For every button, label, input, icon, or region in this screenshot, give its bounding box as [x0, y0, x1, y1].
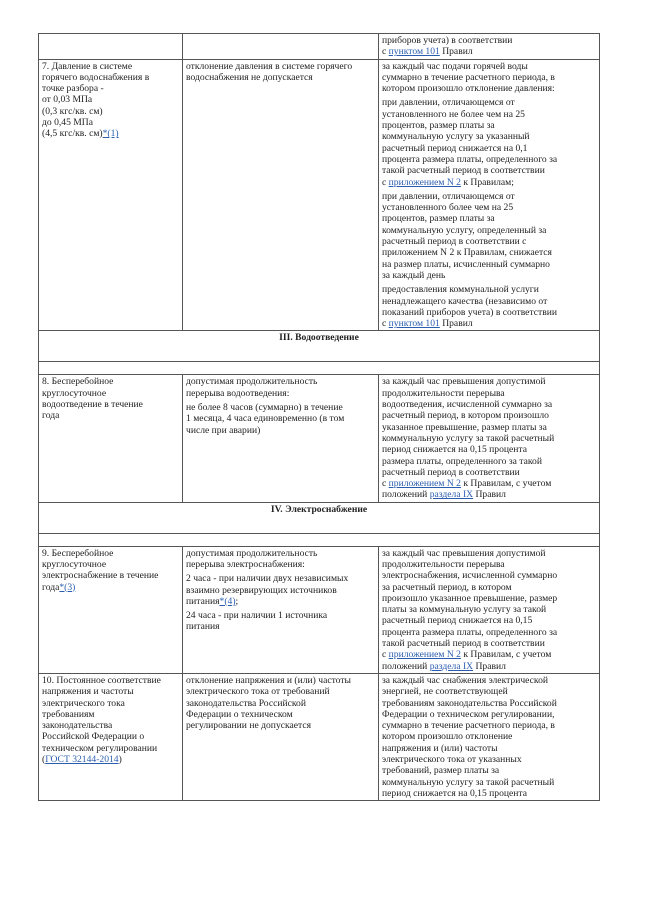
footnote-link[interactable]: *(4): [219, 595, 236, 607]
text-line: [382, 177, 596, 188]
text-line: за каждый день: [382, 269, 446, 281]
text-line: электрического тока от требований: [186, 686, 330, 698]
text-line: Федерации о техническом: [186, 708, 293, 720]
text-fragment: года: [42, 581, 60, 593]
text-line: допустимая продолжительность: [186, 547, 318, 559]
text-fragment: к Правилам, с учетом: [460, 649, 552, 661]
text-fragment: к Правилам, с учетом: [460, 478, 552, 490]
text-line: электроснабжение в течение: [42, 570, 159, 582]
text-fragment: Правил: [439, 318, 473, 330]
text-line: точке разбора -: [42, 83, 104, 95]
paragraph: [382, 97, 596, 187]
table-cell: [39, 673, 183, 800]
table-cell: [379, 34, 600, 60]
paragraph: [186, 548, 375, 571]
text-line: года: [42, 410, 60, 422]
text-line: такой расчетный период в соответствии: [382, 165, 545, 177]
text-fragment: ): [118, 754, 122, 766]
text-line: 9. Бесперебойное: [42, 547, 114, 559]
text-line: круглосуточное: [42, 387, 107, 399]
text-line: напряжения и (или) частоты: [382, 742, 498, 754]
text-line: суммарно в течение расчетного периода, в: [382, 720, 555, 732]
paragraph: [186, 402, 375, 436]
spacer-row: [39, 362, 600, 375]
text-line: расчетный период снижается на 0,1: [382, 142, 528, 154]
text-line: расчетный период, в котором произошло: [382, 410, 549, 422]
text-fragment: с: [382, 318, 389, 330]
text-line: процентов, размер платы за: [382, 120, 495, 132]
text-line: Российской Федерации о: [42, 731, 145, 743]
text-line: не более 8 часов (суммарно) в течение: [186, 402, 343, 414]
text-fragment: с: [382, 478, 389, 490]
text-line: электроснабжения, исчисленной суммарно: [382, 570, 558, 582]
text-line: перерыва водоотведения:: [186, 387, 290, 399]
table-cell: [39, 375, 183, 502]
text-line: произошло указанное превышение, размер: [382, 592, 558, 604]
text-line: водоотведение в течение: [42, 399, 143, 411]
text-line: законодательства: [42, 720, 113, 732]
text-line: продолжительности перерыва: [382, 387, 505, 399]
text-line: требованиям законодательства Российской: [382, 697, 557, 709]
rule-point-link[interactable]: пунктом 101: [388, 318, 440, 330]
table-cell: [379, 375, 600, 502]
text-line: числе при аварии): [186, 424, 261, 436]
text-line: [382, 661, 596, 672]
table-row: [39, 375, 600, 502]
text-line: регулировании не допускается: [186, 720, 312, 732]
text-line: за каждый час превышения допустимой: [382, 376, 546, 388]
text-line: 24 часа - при наличии 1 источника: [186, 610, 328, 622]
table-row: [39, 673, 600, 800]
text-line: [382, 649, 596, 660]
text-fragment: с: [382, 649, 389, 661]
paragraph: [186, 376, 375, 399]
text-line: суммарно в течение расчетного периода, в: [382, 71, 555, 83]
text-fragment: положений: [382, 660, 430, 672]
appendix-link[interactable]: приложением N 2: [388, 478, 461, 490]
text-line: [186, 596, 375, 607]
text-fragment: (4,5 кгс/кв. см): [42, 128, 103, 140]
text-line: продолжительности перерыва: [382, 558, 505, 570]
text-line: [382, 318, 596, 329]
text-line: 10. Постоянное соответствие: [42, 674, 161, 686]
appendix-link[interactable]: приложением N 2: [388, 649, 461, 661]
paragraph: [382, 61, 596, 95]
table-cell: [39, 34, 183, 60]
table-cell: [183, 375, 379, 502]
appendix-link[interactable]: приложением N 2: [388, 176, 461, 188]
section-heading: IV. Электроснабжение: [39, 502, 600, 533]
text-line: [42, 582, 179, 593]
paragraph: [382, 191, 596, 281]
text-line: отклонение давления в системе горячего: [186, 60, 353, 72]
text-line: [382, 46, 596, 57]
text-line: [42, 128, 179, 139]
text-line: показаний приборов учета) в соответствии: [382, 306, 557, 318]
section-heading: III. Водоотведение: [39, 331, 600, 362]
text-line: (0,3 кгс/кв. см): [42, 105, 103, 117]
text-fragment: положений: [382, 489, 430, 501]
text-line: такой расчетный период в соответствии: [382, 638, 545, 650]
text-line: на размер платы, исчисленный суммарно: [382, 258, 550, 270]
section-row: [39, 502, 600, 533]
text-line: требованиям: [42, 708, 95, 720]
text-line: период снижается на 0,15 процента: [382, 444, 527, 456]
table-row: [39, 546, 600, 673]
text-line: платы за коммунальную услугу за такой: [382, 604, 547, 616]
text-line: [382, 478, 596, 489]
text-fragment: Правил: [439, 46, 473, 58]
text-line: коммунальную услугу за указанный: [382, 131, 530, 143]
text-line: за каждый час подачи горячей воды: [382, 60, 528, 72]
text-line: ненадлежащего качества (независимо от: [382, 295, 548, 307]
table-cell: [183, 34, 379, 60]
text-line: процента размера платы, определенного за: [382, 626, 558, 638]
text-line: приборов учета) в соответствии: [382, 35, 513, 46]
text-line: установленного не более чем на 25: [382, 108, 525, 120]
paragraph: [382, 284, 596, 329]
text-line: процентов, размер платы за: [382, 213, 495, 225]
text-line: при давлении, отличающемся от: [382, 190, 515, 202]
text-fragment: Правил: [473, 660, 506, 672]
text-line: электрического тока: [42, 697, 125, 709]
table-cell: [183, 673, 379, 800]
section-row: [39, 331, 600, 362]
text-line: коммунальную услугу за такой расчетный: [382, 432, 555, 444]
utility-quality-table: [38, 33, 600, 801]
text-fragment: к Правилам;: [460, 176, 514, 188]
text-line: водоотведения, исчисленной суммарно за: [382, 399, 553, 411]
table-row: [39, 59, 600, 331]
text-line: требований, размер платы за: [382, 765, 500, 777]
text-line: предоставления коммунальной услуги: [382, 284, 539, 296]
text-line: энергией, не соответствующей: [382, 686, 508, 698]
text-line: размера платы, определенного за такой: [382, 455, 542, 467]
text-line: [382, 489, 596, 500]
text-line: питания: [186, 621, 220, 633]
text-fragment: Правил: [473, 489, 506, 501]
table-cell: [39, 546, 183, 673]
text-line: котором произошло отклонение: [382, 731, 513, 743]
text-line: законодательства Российской: [186, 697, 306, 709]
text-line: установленного более чем на 25: [382, 202, 514, 214]
text-line: при давлении, отличающемся от: [382, 97, 515, 109]
text-line: круглосуточное: [42, 558, 107, 570]
text-fragment: с: [382, 46, 389, 58]
text-line: за каждый час превышения допустимой: [382, 547, 546, 559]
text-line: расчетный период снижается на 0,15: [382, 615, 533, 627]
section-link[interactable]: раздела IX: [429, 489, 474, 501]
text-line: напряжения и частоты: [42, 686, 134, 698]
paragraph: [186, 573, 375, 607]
text-line: горячего водоснабжения в: [42, 71, 150, 83]
footnote-link[interactable]: *(3): [59, 581, 76, 593]
standard-link[interactable]: ГОСТ 32144-2014: [45, 754, 119, 766]
text-line: за расчетный период, в котором: [382, 581, 512, 593]
text-line: до 0,45 МПа: [42, 117, 93, 129]
text-line: отклонение напряжения и (или) частоты: [186, 674, 351, 686]
text-line: котором произошло отклонение давления:: [382, 83, 555, 95]
section-link[interactable]: раздела IX: [429, 660, 474, 672]
text-line: электрического тока от указанных: [382, 754, 522, 766]
rule-point-link[interactable]: пунктом 101: [388, 46, 440, 58]
text-line: 2 часа - при наличии двух независимых: [186, 573, 349, 585]
text-line: [42, 754, 179, 765]
text-line: за каждый час снабжения электрической: [382, 674, 549, 686]
text-line: коммунальную услугу, определенный за: [382, 224, 547, 236]
text-fragment: с: [382, 176, 389, 188]
table-cell: [379, 546, 600, 673]
text-line: перерыва электроснабжения:: [186, 558, 305, 570]
text-line: 8. Бесперебойное: [42, 376, 114, 388]
text-line: расчетный период в соответствии с: [382, 236, 527, 248]
table-row: [39, 34, 600, 60]
text-line: приложением N 2 к Правилам, снижается: [382, 247, 552, 259]
table-cell: [379, 59, 600, 331]
text-line: взаимно резервирующих источников: [186, 584, 337, 596]
text-line: Федерации о техническом регулировании,: [382, 708, 555, 720]
text-line: коммунальную услугу за такой расчетный: [382, 776, 555, 788]
footnote-link[interactable]: *(1): [102, 128, 119, 140]
spacer-row: [39, 533, 600, 546]
text-fragment: ;: [235, 595, 239, 607]
table-cell: [39, 59, 183, 331]
text-line: указанное превышение, размер платы за: [382, 421, 547, 433]
text-fragment: питания: [186, 595, 220, 607]
paragraph: [186, 610, 375, 633]
table-cell: [183, 59, 379, 331]
text-line: расчетный период в соответствии: [382, 466, 520, 478]
spacer-cell: [39, 533, 600, 546]
text-line: допустимая продолжительность: [186, 376, 318, 388]
text-fragment: (: [42, 754, 46, 766]
text-line: период снижается на 0,15 процента: [382, 787, 527, 799]
text-line: 7. Давление в системе: [42, 60, 133, 72]
table-cell: [379, 673, 600, 800]
text-line: процента размера платы, определенного за: [382, 153, 558, 165]
text-line: водоснабжения не допускается: [186, 71, 313, 83]
table-cell: [183, 546, 379, 673]
text-line: от 0,03 МПа: [42, 94, 93, 106]
text-line: техническом регулировании: [42, 742, 158, 754]
text-line: 1 месяца, 4 часа единовременно (в том: [186, 413, 345, 425]
spacer-cell: [39, 362, 600, 375]
